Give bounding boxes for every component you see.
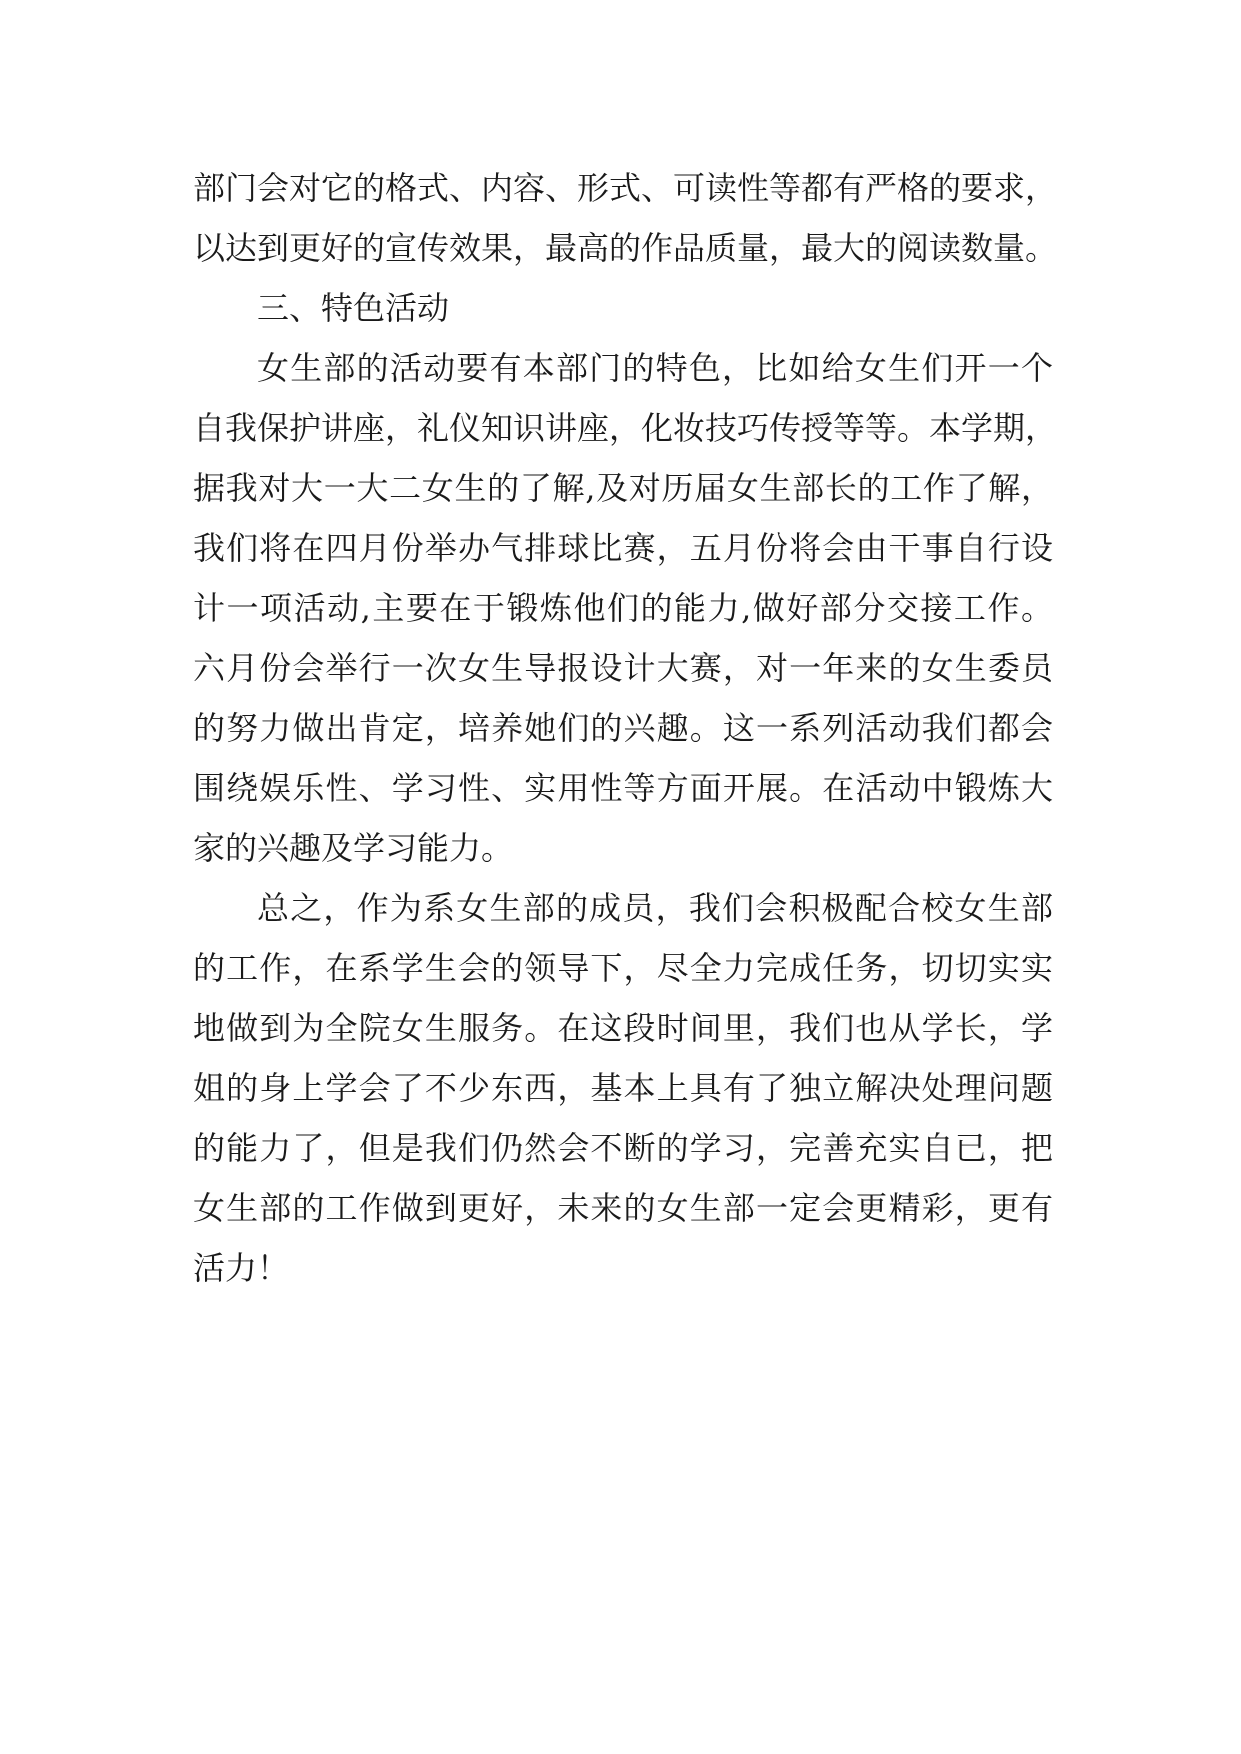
body-text — [193, 158, 1058, 1298]
text-line: 我们将在四月份举办气排球比赛，五月份将会由干事自行设 — [193, 529, 1053, 567]
text-line: 地做到为全院女生服务。在这段时间里，我们也从学长，学 — [193, 1009, 1053, 1047]
text-line: 家的兴趣及学习能力。 — [193, 829, 514, 867]
text-line: 的努力做出肯定，培养她们的兴趣。这一系列活动我们都会 — [193, 709, 1053, 747]
text-line: 女生部的活动要有本部门的特色，比如给女生们开一个 — [257, 349, 1053, 387]
text-line: 的能力了，但是我们仍然会不断的学习，完善充实自已，把 — [193, 1129, 1053, 1167]
text-line: 计一项活动,主要在于锻炼他们的能力,做好部分交接工作。 — [193, 589, 1053, 627]
text-line: 以达到更好的宣传效果，最高的作品质量，最大的阅读数量。 — [193, 229, 1058, 267]
text-line: 围绕娱乐性、学习性、实用性等方面开展。在活动中锻炼大 — [193, 769, 1053, 807]
text-line: 自我保护讲座，礼仪知识讲座，化妆技巧传授等等。本学期， — [193, 409, 1058, 447]
section-heading: 三、特色活动 — [257, 289, 450, 327]
text-line: 的工作，在系学生会的领导下，尽全力完成任务，切切实实 — [193, 949, 1053, 987]
text-line: 姐的身上学会了不少东西，基本上具有了独立解决处理问题 — [193, 1069, 1053, 1107]
text-line: 活力！ — [193, 1249, 290, 1287]
text-line: 六月份会举行一次女生导报设计大赛，对一年来的女生委员 — [193, 649, 1053, 687]
text-line: 部门会对它的格式、内容、形式、可读性等都有严格的要求， — [193, 169, 1058, 207]
text-line: 据我对大一大二女生的了解,及对历届女生部长的工作了解， — [193, 469, 1053, 507]
text-line: 女生部的工作做到更好，未来的女生部一定会更精彩，更有 — [193, 1189, 1053, 1227]
text-line: 总之，作为系女生部的成员，我们会积极配合校女生部 — [257, 889, 1053, 927]
